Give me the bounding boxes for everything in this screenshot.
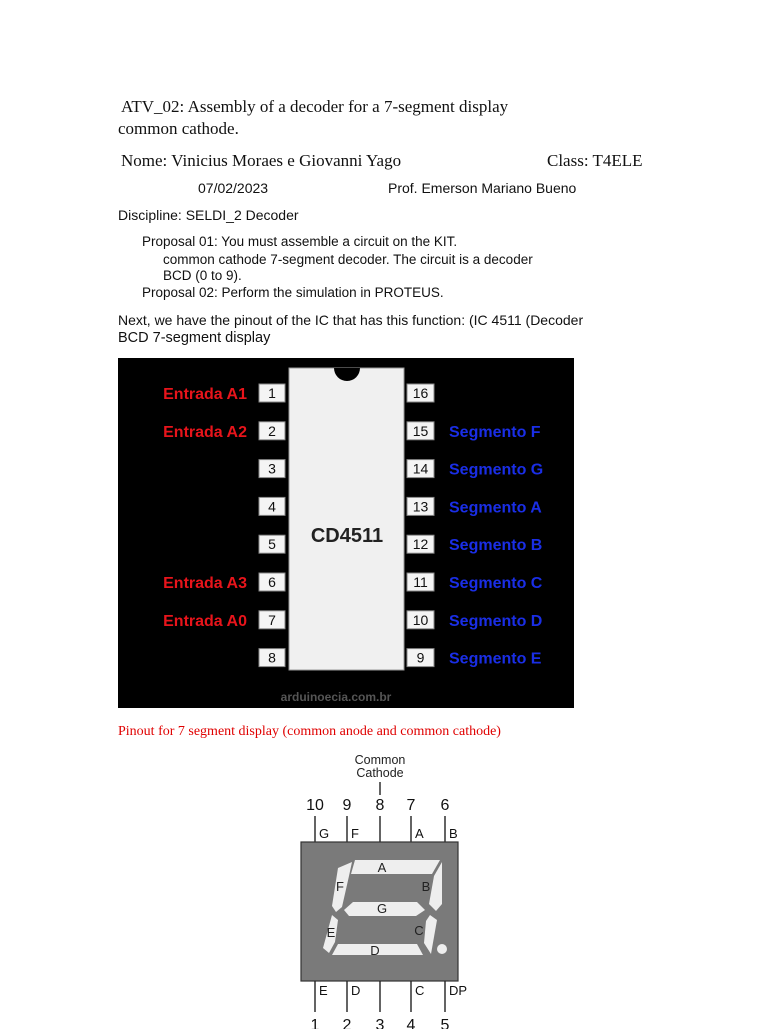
ic-chip-body xyxy=(289,368,404,670)
intro-line-2: BCD 7-segment display xyxy=(118,330,271,346)
segment-a xyxy=(351,860,440,874)
left-pin-number: 2 xyxy=(268,422,276,439)
bottom-pin-num: 3 xyxy=(375,1017,385,1029)
right-pin-number: 12 xyxy=(412,536,429,553)
top-pin-num: 6 xyxy=(440,797,450,814)
segment-pin-label: Segmento G xyxy=(449,461,544,479)
proposal-1-line-3: BCD (0 to 9). xyxy=(163,268,242,283)
bottom-pin-num: 4 xyxy=(406,1017,416,1029)
proposal-1-text: Proposal 01: You must assemble a circuit on the KIT. xyxy=(142,234,458,249)
segment-pin-label: Segmento A xyxy=(449,499,542,517)
segment-letter: C xyxy=(414,923,424,938)
top-pin-num: 9 xyxy=(342,797,352,814)
common-label-line1: Common xyxy=(354,753,406,767)
segment-letter: A xyxy=(377,860,387,875)
common-label-line2: Cathode xyxy=(356,766,404,780)
student-names: Nome: Vinicius Moraes e Giovanni Yago xyxy=(121,151,402,170)
left-pin-number: 6 xyxy=(268,574,276,590)
top-pin-num: 7 xyxy=(406,797,416,814)
segment-pin-label: Segmento C xyxy=(449,575,543,592)
segment-letter: G xyxy=(376,901,388,916)
bottom-pin-letter: D xyxy=(351,983,361,998)
right-pin-number: 16 xyxy=(412,385,429,401)
top-pin-letter: G xyxy=(319,826,330,841)
left-pin-number: 8 xyxy=(268,649,276,666)
left-pin-number: 4 xyxy=(268,498,276,515)
segment-pin-label: Segmento B xyxy=(449,537,543,555)
right-pin-number: 9 xyxy=(416,649,425,666)
top-pin-num: 8 xyxy=(375,797,385,814)
bottom-pin-letter: C xyxy=(415,983,425,998)
left-pin-number: 1 xyxy=(268,385,276,401)
seg-display-caption: Pinout for 7 segment display (common anode and common cathode) xyxy=(118,724,501,739)
bottom-pin-num: 2 xyxy=(342,1017,352,1029)
doc-date: 07/02/2023 xyxy=(198,180,269,196)
segment-letter: F xyxy=(336,879,344,894)
input-pin-label: Entrada A2 xyxy=(163,423,247,441)
watermark: arduinoecia.com.br xyxy=(280,690,392,704)
professor-name: Prof. Emerson Mariano Bueno xyxy=(388,180,577,196)
segment-pin-label: Segmento E xyxy=(449,650,542,668)
segment-pin-label: Segmento F xyxy=(449,423,541,441)
left-pin-number: 3 xyxy=(268,460,276,477)
intro-line-1: Next, we have the pinout of the IC that has this function: (IC 4511 (Decoder xyxy=(118,312,584,328)
doc-title-line2: common cathode. xyxy=(118,119,239,138)
input-pin-label: Entrada A3 xyxy=(163,575,247,592)
bottom-pin-num: 1 xyxy=(310,1017,320,1029)
cd4511-pinout-figure xyxy=(118,358,574,708)
proposal-2-text: Proposal 02: Perform the simulation in PROTEUS. xyxy=(142,285,444,300)
bottom-pin-num: 5 xyxy=(440,1017,450,1029)
chip-label: CD4511 xyxy=(310,525,384,547)
left-pin-number: 5 xyxy=(268,536,276,553)
bottom-pin-letter: E xyxy=(319,983,328,998)
class-code: Class: T4ELE xyxy=(547,151,643,170)
top-pin-letter: F xyxy=(351,826,359,841)
discipline: Discipline: SELDI_2 Decoder xyxy=(118,207,299,223)
right-pin-number: 10 xyxy=(412,611,429,628)
right-pin-number: 11 xyxy=(413,574,428,590)
segment-pin-label: Segmento D xyxy=(449,612,543,630)
proposal-2-line xyxy=(142,285,444,300)
right-pin-number: 14 xyxy=(412,460,429,477)
seven-segment-pinout-figure xyxy=(290,750,490,1029)
input-pin-label: Entrada A0 xyxy=(163,612,247,630)
segment-letter: D xyxy=(370,943,380,958)
bottom-pin-letter: DP xyxy=(449,983,468,998)
top-pin-letter: A xyxy=(415,826,424,841)
proposal-1-line-1 xyxy=(142,234,457,249)
segment-letter: B xyxy=(421,879,431,894)
top-pin-num: 10 xyxy=(306,797,324,814)
top-pin-letter: B xyxy=(449,826,458,841)
input-pin-label: Entrada A1 xyxy=(163,386,247,403)
segment-letter: E xyxy=(326,925,336,940)
right-pin-number: 13 xyxy=(412,498,429,515)
left-pin-number: 7 xyxy=(268,611,276,628)
segment-dp xyxy=(437,944,447,954)
proposal-1-line-2: common cathode 7-segment decoder. The circuit is a decoder xyxy=(163,252,533,267)
doc-title-line1: ATV_02: Assembly of a decoder for a 7-segment display xyxy=(121,97,509,116)
right-pin-number: 15 xyxy=(412,422,429,439)
